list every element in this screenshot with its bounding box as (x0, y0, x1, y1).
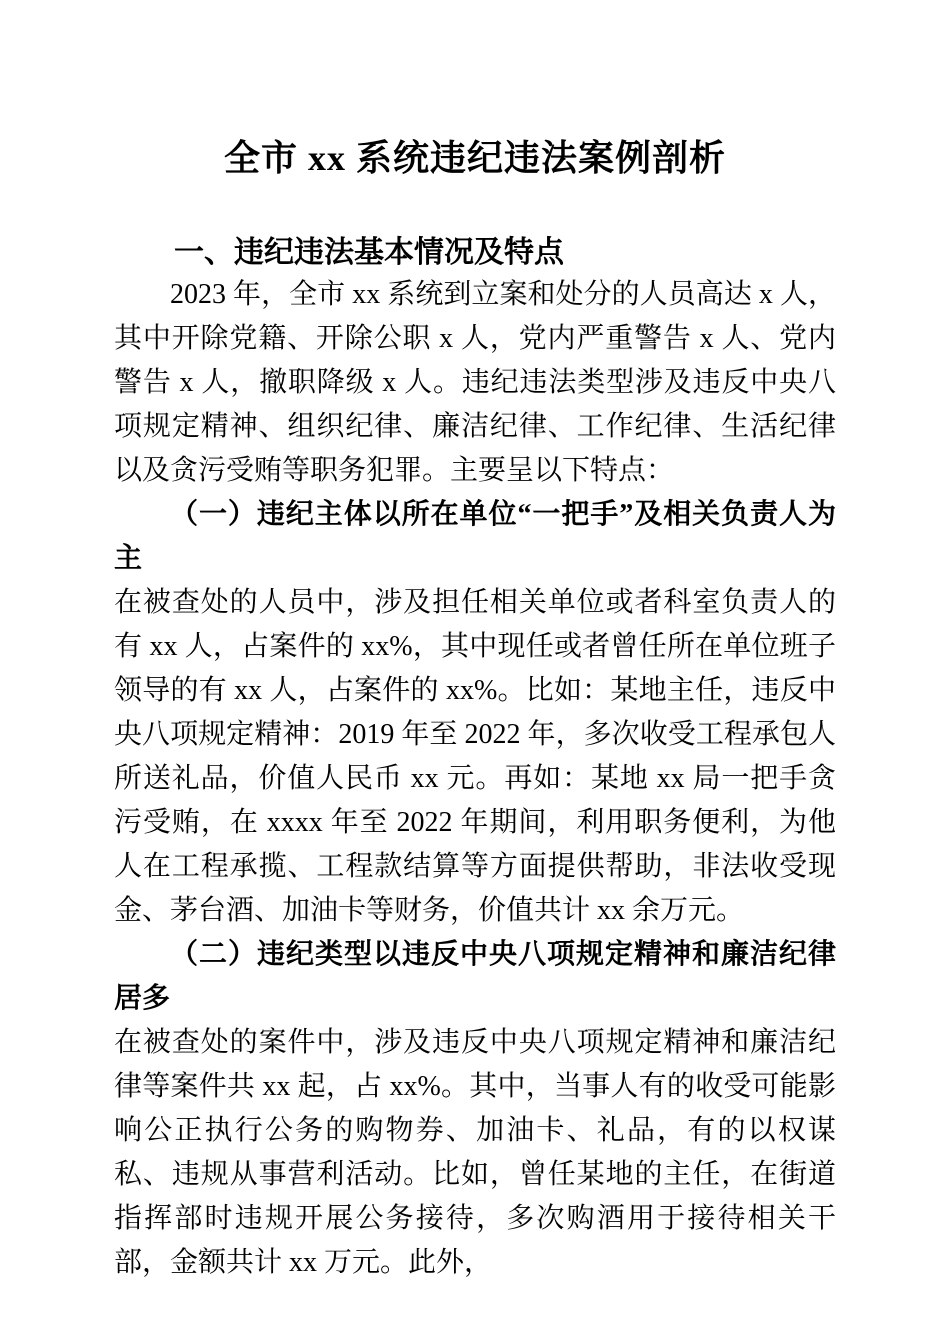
subsection-heading-2: （二）违纪类型以违反中央八项规定精神和廉洁纪律居多 (114, 939, 836, 1014)
subsection-body-1: 在被查处的人员中，涉及担任相关单位或者科室负责人的有 xx 人，占案件的 xx%，其中现任或者曾任所在单位班子领导的有 xx 人，占案件的 xx%。比如：某地主任，违反中央八项规定精神：2019 年至 2022 年，多次收受工程承包人所送礼品，价值人民币 xx 元。再如：某地 xx 局一把手贪污受贿，在 xxxx 年至 2022 年期间，利用职务便利，为他人在工程承揽、工程款结算等方面提供帮助，非法收受现金、茅台酒、加油卡等财务，价值共计 xx 余万元。 (114, 587, 836, 926)
intro-paragraph: 2023 年，全市 xx 系统到立案和处分的人员高达 x 人，其中开除党籍、开除公职 x 人，党内严重警告 x 人、党内警告 x 人，撤职降级 x 人。违纪违法类型涉及违反中央八项规定精神、组织纪律、廉洁纪律、工作纪律、生活纪律以及贪污受贿等职务犯罪。主要呈以下特点： (114, 279, 836, 486)
section-heading-1: 一、违纪违法基本情况及特点 (174, 236, 564, 269)
subsection-heading-1: （一）违纪主体以所在单位“一把手”及相关负责人为主 (114, 499, 836, 574)
document-title: 全市 xx 系统违纪违法案例剖析 (223, 138, 726, 178)
subsection-body-2: 在被查处的案件中，涉及违反中央八项规定精神和廉洁纪律等案件共 xx 起，占 xx%。其中，当事人有的收受可能影响公正执行公务的购物券、加油卡、礼品，有的以权谋私、违规从事营利活动。比如，曾任某地的主任，在街道指挥部时违规开展公务接待，多次购酒用于接待相关干部，金额共计 xx 万元。此外， (114, 1027, 836, 1278)
